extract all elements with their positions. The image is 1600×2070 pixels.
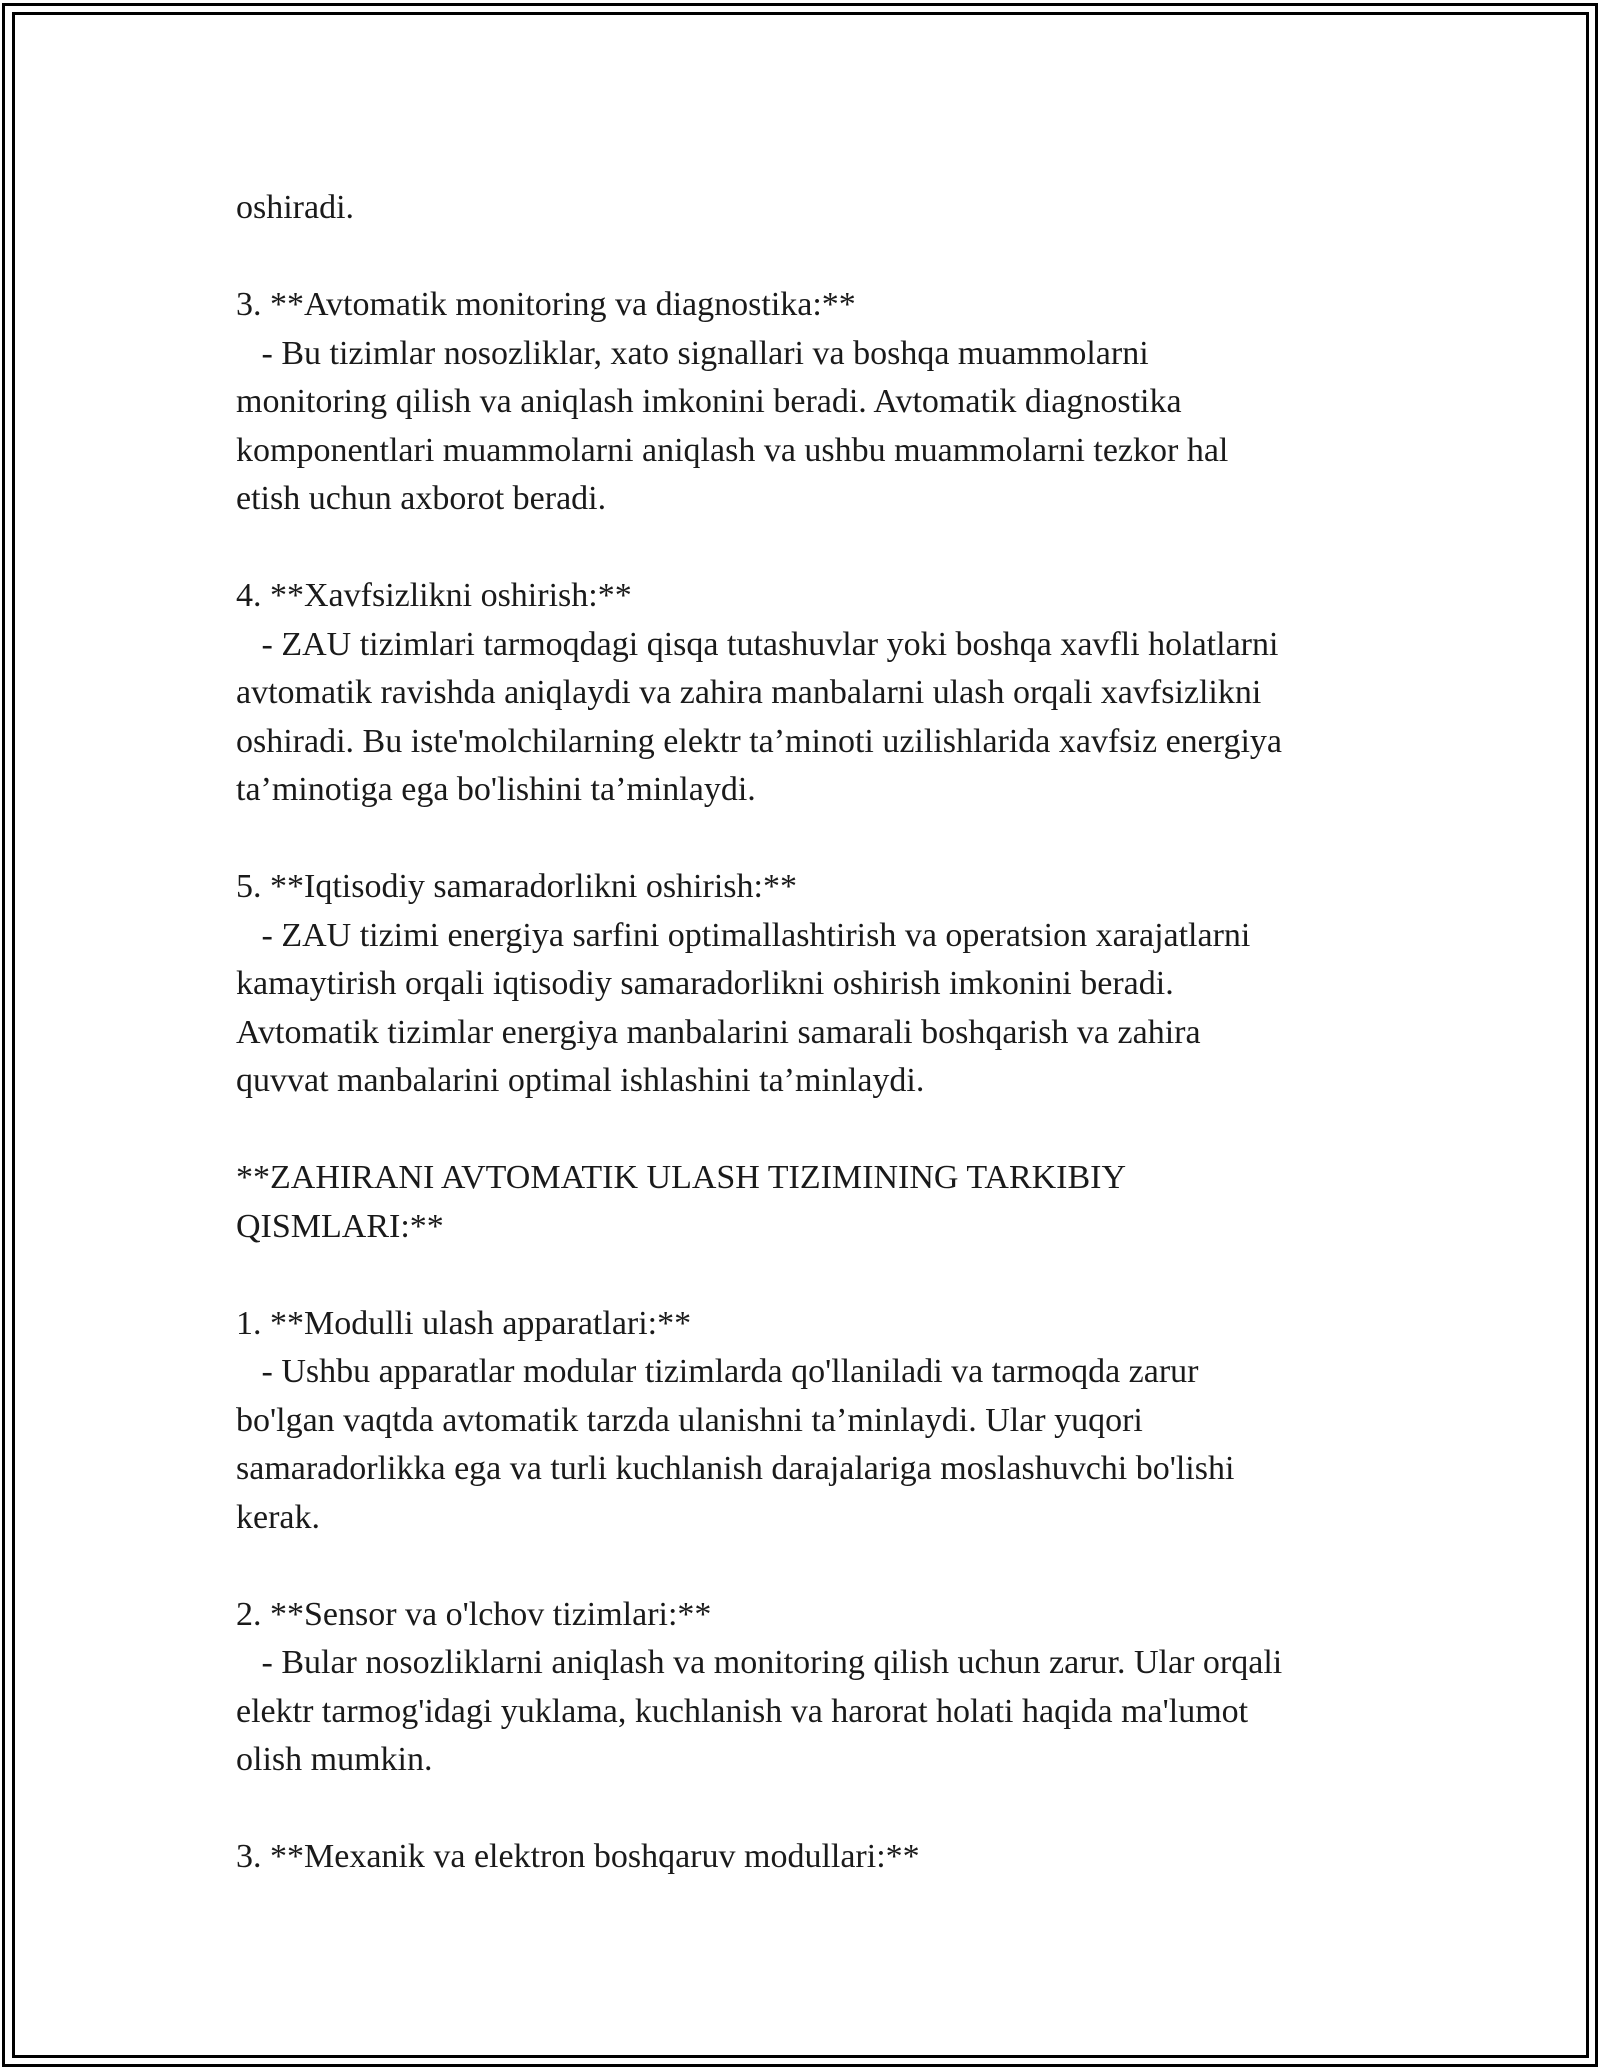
text-line: bo'lgan vaqtda avtomatik tarzda ulanishni ta’minlaydi. Ular yuqori <box>236 1401 1143 1439</box>
text-line: avtomatik ravishda aniqlaydi va zahira manbalarni ulash orqali xavfsizlikni <box>236 674 1262 711</box>
text-line: oshiradi. <box>236 189 355 226</box>
text-line: - ZAU tizimlari tarmoqdagi qisqa tutashuvlar yoki boshqa xavfli holatlarni <box>236 625 1279 663</box>
text-line: quvvat manbalarini optimal ishlashini ta’minlaydi. <box>236 1062 925 1099</box>
text-line: - ZAU tizimi energiya sarfini optimallashtirish va operatsion xarajatlarni <box>236 916 1251 954</box>
paragraph-gap <box>236 1542 1396 1591</box>
text-line: - Bu tizimlar nosozliklar, xato signallari va boshqa muammolarni <box>236 334 1149 372</box>
paragraph-gap <box>236 1785 1396 1834</box>
section-heading: 4. **Xavfsizlikni oshirish:** <box>236 577 632 614</box>
text-line: ta’minotiga ega bo'lishini ta’minlaydi. <box>236 771 756 808</box>
section-heading: 3. **Mexanik va elektron boshqaruv modullari:** <box>236 1838 920 1875</box>
paragraph-gap <box>236 1251 1396 1300</box>
text-line: komponentlari muammolarni aniqlash va ushbu muammolarni tezkor hal <box>236 431 1229 469</box>
paragraph-gap <box>236 1106 1396 1155</box>
text-line: etish uchun axborot beradi. <box>236 480 607 517</box>
text-line: elektr tarmog'idagi yuklama, kuchlanish va harorat holati haqida ma'lumot <box>236 1692 1249 1730</box>
text-line: - Bular nosozliklarni aniqlash va monitoring qilish uchun zarur. Ular orqali <box>236 1644 1283 1681</box>
text-line: kamaytirish orqali iqtisodiy samaradorlikni oshirish imkonini beradi. <box>236 965 1174 1002</box>
document-body <box>236 184 1396 1882</box>
section-heading: 5. **Iqtisodiy samaradorlikni oshirish:** <box>236 868 797 905</box>
text-line: olish mumkin. <box>236 1741 433 1778</box>
text-line: samaradorlikka ega va turli kuchlanish darajalariga moslashuvchi bo'lishi <box>236 1450 1235 1487</box>
text-line: - Ushbu apparatlar modular tizimlarda qo'llaniladi va tarmoqda zarur <box>236 1353 1199 1390</box>
section-heading: 1. **Modulli ulash apparatlari:** <box>236 1304 692 1342</box>
paragraph-gap <box>236 815 1396 864</box>
text-line: monitoring qilish va aniqlash imkonini beradi. Avtomatik diagnostika <box>236 383 1182 420</box>
section-heading: 3. **Avtomatik monitoring va diagnostika:** <box>236 286 856 323</box>
text-line: Avtomatik tizimlar energiya manbalarini samarali boshqarish va zahira <box>236 1013 1201 1051</box>
paragraph-gap <box>236 524 1396 573</box>
section-heading: 2. **Sensor va o'lchov tizimlari:** <box>236 1595 712 1633</box>
chapter-heading: **ZAHIRANI AVTOMATIK ULASH TIZIMINING TARKIBIY <box>236 1159 1127 1196</box>
paragraph-gap <box>236 233 1396 282</box>
chapter-heading: QISMLARI:** <box>236 1207 444 1245</box>
text-line: oshiradi. Bu iste'molchilarning elektr ta’minoti uzilishlarida xavfsiz energiya <box>236 722 1282 760</box>
text-line: kerak. <box>236 1498 321 1536</box>
